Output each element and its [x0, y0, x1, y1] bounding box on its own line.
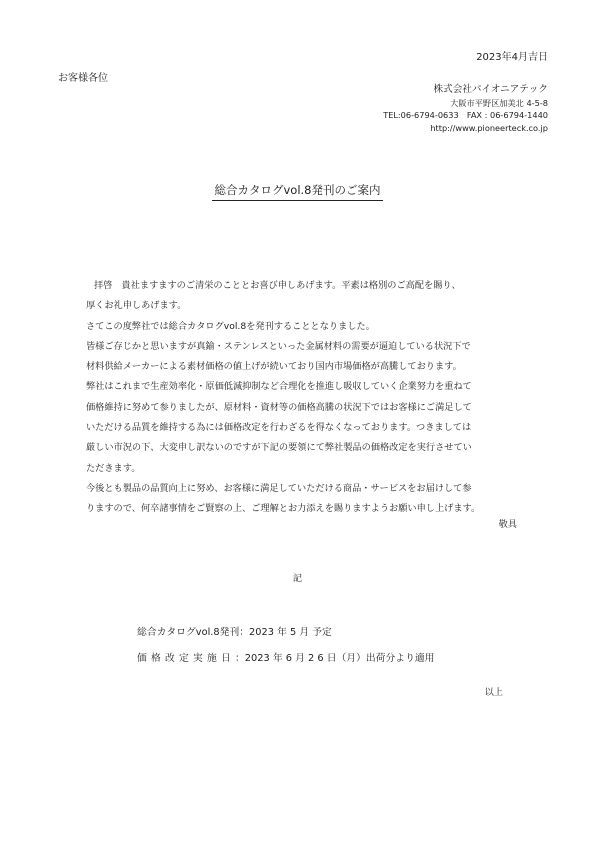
body-line: 今後とも製品の品質向上に努め、お客様に満足していただける商品・サービスをお届けして参 [86, 482, 472, 494]
catalog-release-value: 2023 年 5 月 予定 [249, 627, 332, 638]
body-line: 拝啓 貴社ますますのご清栄のこととお喜び申しあげます。平素は格別のご高配を賜り、 [94, 280, 461, 291]
body-line: 厳しい市況の下、大変申し訳ないのですが下記の要領にて弊社製品の価格改定を実行させてい [86, 442, 472, 454]
sender-block [383, 84, 548, 135]
catalog-release-label: 総合カタログvol.8発刊： [137, 627, 250, 638]
price-revision-label: 価格改定実施日 [137, 653, 235, 664]
body-line: ただきます。 [86, 462, 141, 474]
closing-keigu: 敬具 [498, 519, 517, 530]
letter-title: 総合カタログvol.8発刊のご案内 [212, 182, 382, 201]
body-line: 皆様ご存じかと思いますが真鍮・ステンレスといった金属材料の需要が逼迫している状況下で [86, 340, 471, 352]
price-revision-value: ：2023 年 6 月 2 6 日（月）出荷分より適用 [234, 653, 435, 664]
letter-date: 2023年4月吉日 [476, 52, 548, 63]
body-line: りますので、何卒諸事情をご賢察の上、ご理解とお力添えを賜りますようお願い申し上げます。 [86, 503, 481, 515]
company-tel-fax: TEL:06-6794-0633 FAX : 06-6794-1440 [383, 110, 548, 121]
letter-title-wrapper [0, 179, 595, 201]
price-revision-line [137, 650, 434, 664]
body-line: 弊社はこれまで生産効率化・原価低減抑制など合理化を推進し吸収していく企業努力を重ねて [86, 381, 472, 393]
body-line: 価格維持に努めて参りましたが、原材料・資材等の価格高騰の状況下ではお客様にご満足して [86, 401, 472, 413]
ijo-end-mark: 以上 [484, 687, 503, 698]
body-line: さてこの度弊社では総合カタログvol.8を発刊することとなりました。 [86, 320, 375, 332]
body-line: いただける品質を維持する為には価格改定を行わざるを得なくなっております。つきましては [86, 422, 472, 434]
recipient: お客様各位 [58, 73, 108, 84]
letter-body [86, 276, 526, 520]
ki-heading: 記 [292, 573, 303, 584]
body-line: 材料供給メーカーによる素材価格の値上げが続いており国内市場価格が高騰しております。 [86, 361, 462, 373]
company-name: 株式会社パイオニアテック [433, 84, 548, 95]
body-line: 厚くお礼申しあげます。 [86, 300, 187, 312]
company-address: 大阪市平野区加美北 4-5-8 [450, 97, 548, 108]
catalog-release-line [137, 624, 332, 638]
company-url: http://www.pioneerteck.co.jp [430, 123, 548, 134]
